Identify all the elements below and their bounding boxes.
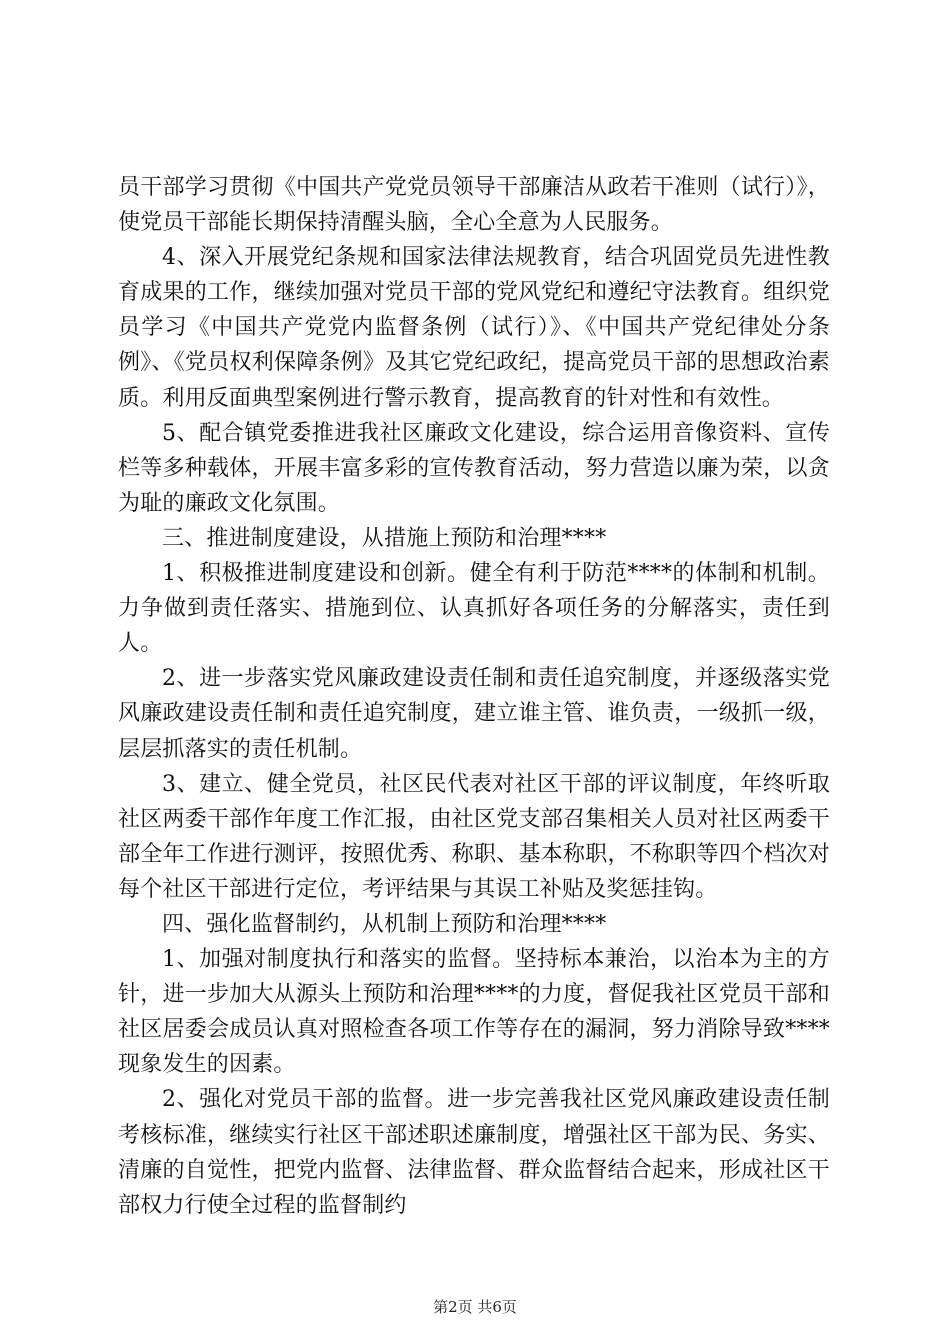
section-heading-3: 三、推进制度建设，从措施上预防和治理**** — [162, 525, 607, 551]
paragraph-7: 3、建立、健全党员，社区民代表对社区干部的评议制度，年终听取社区两委干部作年度工作汇报，由社区党支部召集相关人员对社区两委干部全年工作进行测评，按照优秀、称职、基本称职，不称职等四个档次对每个社区干部进行定位，考评结果与其误工补贴及奖惩挂钩。 — [118, 771, 830, 902]
page-footer: 第2页 共6页 — [433, 1298, 517, 1316]
paragraph-1: 员干部学习贯彻《中国共产党党员领导干部廉洁从政若干准则（试行）》，使党员干部能长期保持清醒头脑，全心全意为人民服务。 — [118, 175, 830, 236]
paragraph-2: 4、深入开展党纪条规和国家法律法规教育，结合巩固党员先进性教育成果的工作，继续加强对党员干部的党风党纪和遵纪守法教育。组织党员学习《中国共产党党内监督条例（试行）》、《中国共产党纪律处分条例》、《党员权利保障条例》及其它党纪政纪，提高党员干部的思想政治素质。利用反面典型案例进行警示教育，提高教育的针对性和有效性。 — [118, 245, 830, 411]
document-body — [118, 170, 830, 1223]
paragraph-6: 2、进一步落实党风廉政建设责任制和责任追究制度，并逐级落实党风廉政建设责任制和责任追究制度，建立谁主管、谁负责，一级抓一级，层层抓落实的责任机制。 — [118, 666, 830, 762]
paragraph-5: 1、积极推进制度建设和创新。健全有利于防范****的体制和机制。力争做到责任落实、措施到位、认真抓好各项任务的分解落实，责任到人。 — [118, 561, 830, 657]
paragraph-3: 5、配合镇党委推进我社区廉政文化建设，综合运用音像资料、宣传栏等多种载体，开展丰富多彩的宣传教育活动，努力营造以廉为荣，以贪为耻的廉政文化氛围。 — [118, 420, 830, 516]
paragraph-10: 2、强化对党员干部的监督。进一步完善我社区党风廉政建设责任制考核标准，继续实行社区干部述职述廉制度，增强社区干部为民、务实、清廉的自觉性，把党内监督、法律监督、群众监督结合起来，形成社区干部权力行使全过程的监督制约 — [118, 1087, 830, 1218]
section-heading-4: 四、强化监督制约，从机制上预防和治理**** — [162, 911, 607, 937]
paragraph-9: 1、加强对制度执行和落实的监督。坚持标本兼治，以治本为主的方针，进一步加大从源头上预防和治理****的力度，督促我社区党员干部和社区居委会成员认真对照检查各项工作等存在的漏洞，努力消除导致****现象发生的因素。 — [118, 947, 830, 1078]
